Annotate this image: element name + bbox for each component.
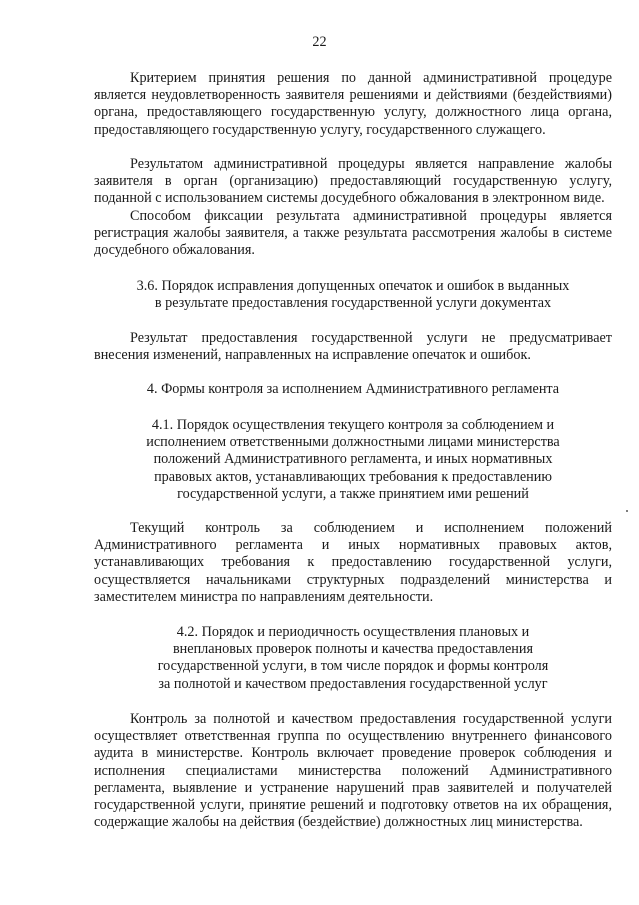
heading-line: государственной услуги, а также принятием ими решений [177,485,529,502]
paragraph-fixation [94,208,612,260]
heading-line: в результате предоставления государственной услуги документах [154,295,552,312]
heading-line: 4.2. Порядок и периодичность осуществления плановых и [176,624,530,640]
paragraph-text: Результатом административной процедуры является направление жалобы заявителя в орган (организацию) предоставляющий государственную услугу, поданной с использованием системы досудебного обжалования в электронном виде. [94,156,612,207]
heading-4 [94,381,612,398]
paragraph-text: Способом фиксации результата административной процедуры является регистрация жалобы заявителя, а также результата рассмотрения жалобы в системе досудебного обжалования. [94,208,612,259]
paragraph-criterion [94,70,612,139]
paragraph-no-changes [94,330,612,364]
paragraph-text: Критерием принятия решения по данной административной процедуре является неудовлетворенность заявителя решениями и действиями (бездействиями) органа, предоставляющего государственную услугу, должностного лица органа, предоставляющего государственную услугу, государственного служащего. [94,70,612,138]
heading-line: исполнением ответственными должностными лицами министерства [146,434,560,451]
scan-speck [626,510,628,512]
paragraph-quality-control [94,711,612,831]
heading-line: 4.1. Порядок осуществления текущего контроля за соблюдением и [151,417,555,433]
heading-line: 4. Формы контроля за исполнением Административного регламента [146,381,560,397]
heading-4-2 [94,624,612,693]
heading-line: внеплановых проверок полноты и качества предоставления [172,641,533,658]
paragraph-result [94,156,612,208]
heading-line: 3.6. Порядок исправления допущенных опечаток и ошибок в выданных [136,278,570,294]
heading-line: за полнотой и качеством предоставления государственной услуг [158,675,548,692]
paragraph-text: Результат предоставления государственной услуги не предусматривает внесения изменений, направленных на исправление опечаток и ошибок. [94,330,612,364]
heading-line: правовых актов, устанавливающих требования к предоставлению [154,468,552,485]
page-number: 22 [312,34,327,50]
paragraph-text: Контроль за полнотой и качеством предоставления государственной услуги осуществляет ответственная группа по осуществлению внутреннего финансового аудита в министерстве. Контроль включает проведение проверок соблюдения и исполнения специалистами министерства положений Административного регламента, выявление и устранение нарушений прав заявителей и получателей государственной услуги, принятие решений и подготовку ответов на их обращения, содержащие жалобы на действия (бездействие) должностных лиц министерства. [94,711,612,831]
heading-4-1 [94,417,612,503]
paragraph-text: Текущий контроль за соблюдением и исполнением положений Административного регламента и иных нормативных правовых актов, устанавливающих требования к предоставлению государственной услуги, осуществляется начальниками структурных подразделений министерства и заместителем министра по направлениям деятельности. [94,520,612,605]
heading-line: положений Административного регламента, и иных нормативных [153,451,553,468]
paragraph-current-control [94,520,612,606]
heading-line: государственной услуги, в том числе порядок и формы контроля [157,658,549,675]
heading-3-6 [94,278,612,312]
